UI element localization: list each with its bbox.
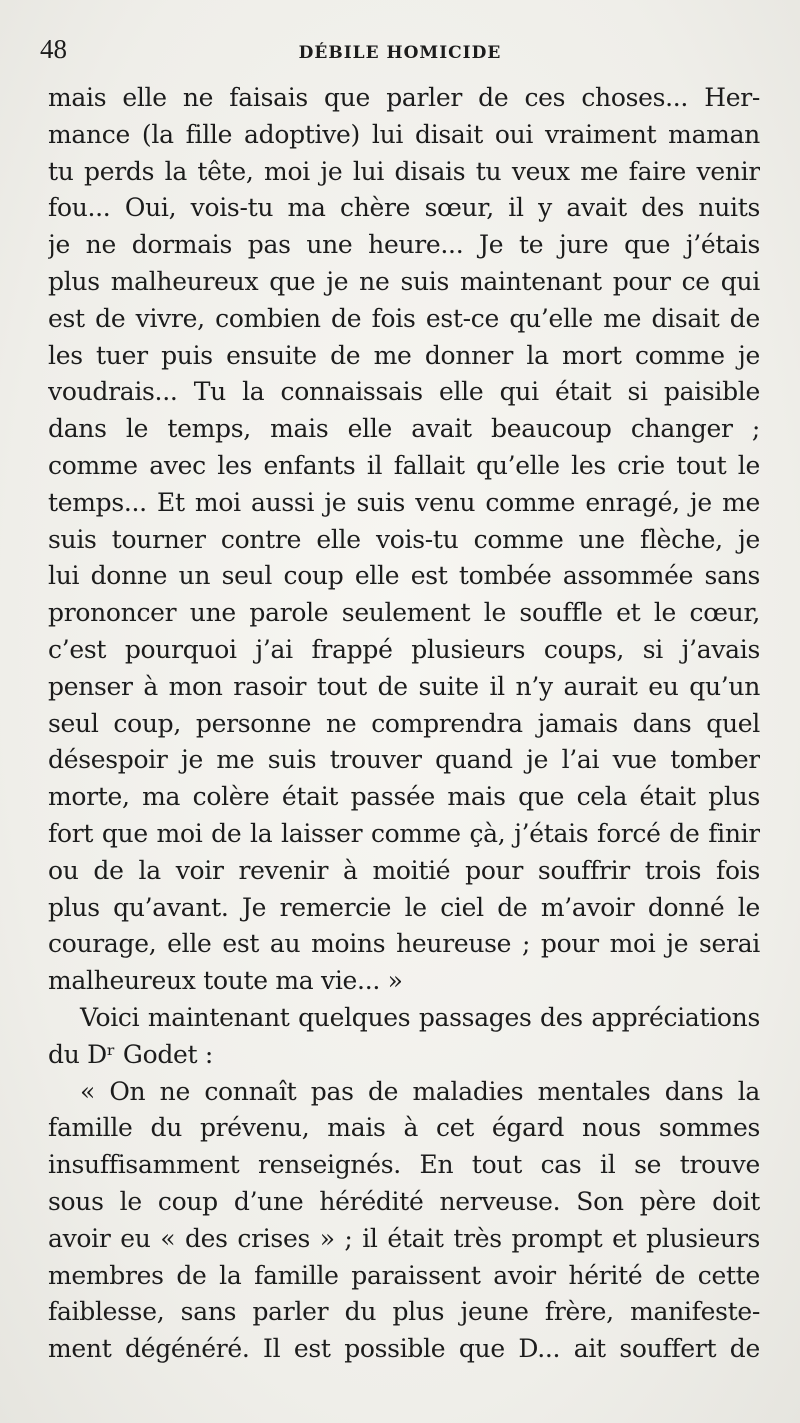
text-line: du Dʳ Godet :: [48, 1039, 214, 1069]
text-line: seul coup, personne ne comprendra jamais dans quel: [48, 708, 760, 738]
text-line: c’est pourquoi j’ai frappé plusieurs coups, si j’avais: [48, 634, 760, 664]
text-line: sous le coup d’une hérédité nerveuse. Son père doit: [48, 1186, 760, 1216]
text-line: « On ne connaît pas de maladies mentales dans la: [80, 1076, 760, 1106]
text-line: ou de la voir revenir à moitié pour souffrir trois fois: [48, 855, 760, 885]
text-line: les tuer puis ensuite de me donner la mort comme je: [48, 340, 760, 370]
text-line: membres de la famille paraissent avoir hérité de cette: [48, 1260, 760, 1290]
text-line: mais elle ne faisais que parler de ces choses... Her-: [48, 83, 760, 112]
page-number: 48: [40, 34, 67, 64]
text-line: est de vivre, combien de fois est-ce qu’elle me disait de: [48, 303, 760, 333]
text-line: ment dégénéré. Il est possible que D... ait souffert de: [48, 1334, 760, 1364]
text-line: prononcer une parole seulement le souffle et le cœur,: [48, 598, 760, 628]
text-line: plus qu’avant. Je remercie le ciel de m’avoir donné le: [48, 892, 760, 922]
text-line: voudrais... Tu la connaissais elle qui était si paisible: [48, 377, 760, 407]
text-line: insuffisamment renseignés. En tout cas il se trouve: [48, 1150, 760, 1180]
text-line: Voici maintenant quelques passages des appréciations: [80, 1002, 760, 1032]
text-line: tu perds la tête, moi je lui disais tu veux me faire venir: [48, 156, 760, 186]
text-line: comme avec les enfants il fallait qu’elle les crie tout le: [48, 450, 760, 480]
text-line: penser à mon rasoir tout de suite il n’y aurait eu qu’un: [48, 671, 760, 701]
text-line: famille du prévenu, mais à cet égard nous sommes: [48, 1113, 760, 1143]
text-line: morte, ma colère était passée mais que cela était plus: [48, 782, 760, 812]
text-line: avoir eu « des crises » ; il était très prompt et plusieurs: [48, 1223, 760, 1253]
text-line: fou... Oui, vois-tu ma chère sœur, il y avait des nuits: [48, 193, 760, 223]
page-header: [40, 34, 760, 74]
text-line: plus malheureux que je ne suis maintenant pour ce qui: [48, 266, 760, 296]
text-line: je ne dormais pas une heure... Je te jure que j’étais: [48, 230, 760, 260]
text-line: désespoir je me suis trouver quand je l’ai vue tomber: [48, 745, 760, 775]
text-line: faiblesse, sans parler du plus jeune frère, manifeste-: [48, 1297, 760, 1327]
text-line: dans le temps, mais elle avait beaucoup changer ;: [48, 414, 760, 444]
text-line: suis tourner contre elle vois-tu comme une flèche, je: [48, 524, 760, 554]
text-line: malheureux toute ma vie... »: [48, 966, 403, 996]
text-line: mance (la fille adoptive) lui disait oui vraiment maman: [48, 119, 760, 149]
text-line: fort que moi de la laisser comme çà, j’étais forcé de finir: [48, 818, 760, 848]
text-line: courage, elle est au moins heureuse ; pour moi je serai: [48, 929, 760, 959]
body-text: [48, 80, 760, 1368]
text-line: temps... Et moi aussi je suis venu comme enragé, je me: [48, 487, 760, 517]
text-line: lui donne un seul coup elle est tombée assommée sans: [48, 561, 760, 591]
running-head: DÉBILE HOMICIDE: [298, 43, 502, 63]
